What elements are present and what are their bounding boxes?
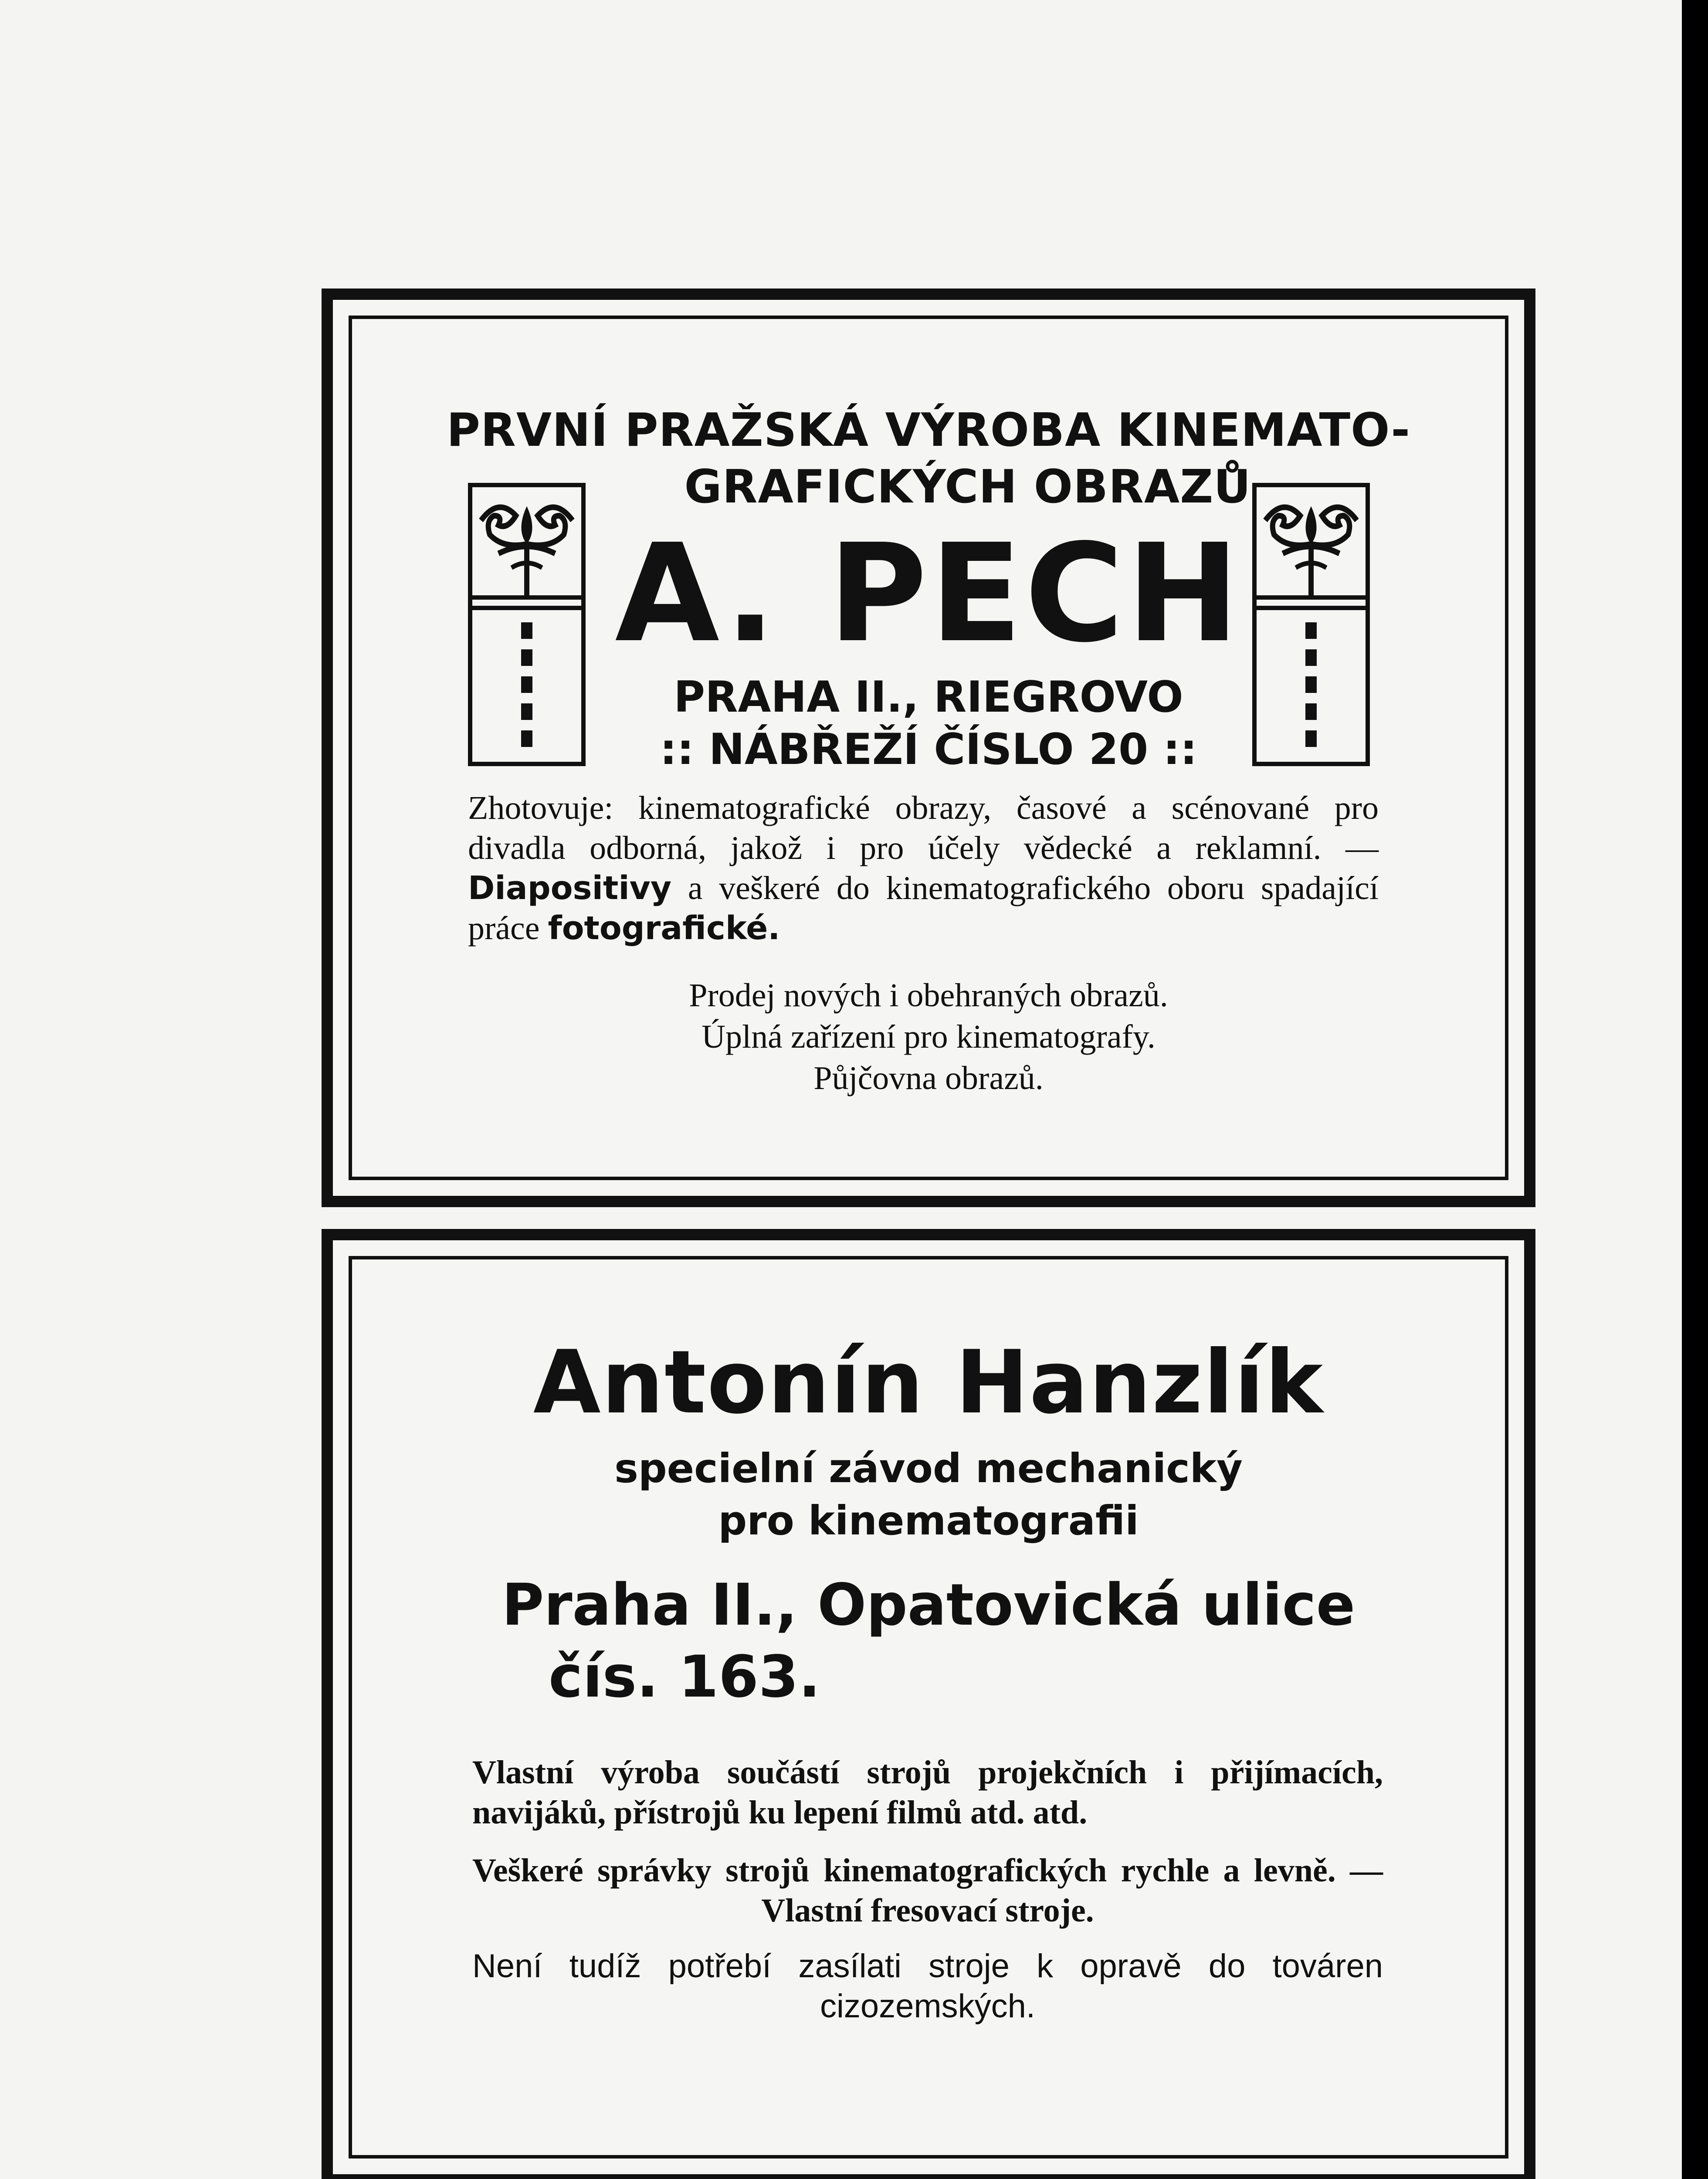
pech-description [468, 788, 1379, 948]
advertisement-pech [322, 288, 1535, 1207]
hanzlik-para2: Veškeré správky strojů kinematografických rychle a levně. — Vlastní fresovací stroje. [472, 1852, 1383, 1929]
pech-body-prefix: Zhotovuje: kinematografické obrazy, časové a scénované pro divadla odborná, jakož i pro účely vědecké a reklamní. — [468, 790, 1379, 866]
scan-edge-right [1682, 0, 1708, 2179]
pech-body-bold-diapositivy: Diapositivy [468, 869, 672, 907]
pech-body-mid: a veškeré do kinematografického oboru spadající práce [468, 870, 1379, 947]
hanzlik-para3: Není tudíž potřebí zasílati stroje k opravě do továren cizozemských. [472, 1948, 1383, 2025]
pech-header-line1: PRVNÍ PRAŽSKÁ VÝROBA KINEMATO- [447, 404, 1410, 457]
hanzlik-name: Antonín Hanzlík [533, 1332, 1324, 1433]
pech-line-rental: Půjčovna obrazů. [813, 1060, 1044, 1096]
pech-name: A. PECH [615, 515, 1242, 672]
pech-body-bold-fotograficke: fotografické. [548, 910, 780, 947]
pech-address-line2: :: NÁBŘEŽÍ ČÍSLO 20 :: [660, 725, 1197, 774]
advertisement-hanzlik [322, 1229, 1535, 2179]
hanzlik-subtitle-line2: pro kinematografii [718, 1497, 1139, 1544]
pech-line-equipment: Úplná zařízení pro kinematografy. [702, 1018, 1156, 1055]
pech-line-sale: Prodej nových i obehraných obrazů. [689, 977, 1168, 1014]
pech-address-line1: PRAHA II., RIEGROVO [674, 672, 1183, 722]
hanzlik-address-line1: Praha II., Opatovická ulice [502, 1571, 1356, 1639]
pech-header-line2: GRAFICKÝCH OBRAZŮ [684, 460, 1251, 513]
hanzlik-address-line2: čís. 163. [549, 1643, 820, 1711]
hanzlik-para1: Vlastní výroba součástí strojů projekčních i přijímacích, navijáků, přístrojů ku lepení filmů atd. atd. [472, 1754, 1383, 1831]
hanzlik-subtitle-line1: specielní závod mechanický [614, 1445, 1243, 1492]
